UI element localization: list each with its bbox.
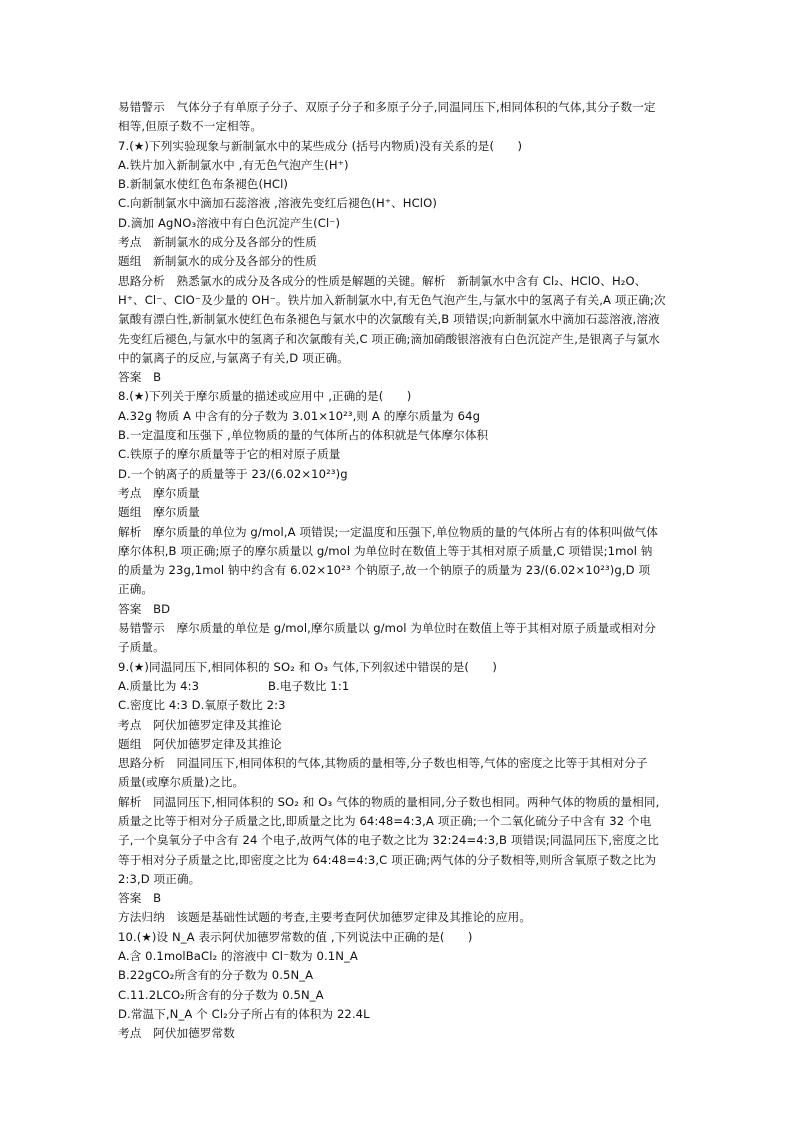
text-line: 方法归纳 该题是基础性试题的考查,主要考查阿伏加德罗定律及其推论的应用。 — [118, 910, 532, 925]
text-line: 等于相对分子质量之比,即密度之比为 64:48=4:3,C 项正确;两气体的分子数相等,则所含氧原子数之比为 — [118, 852, 657, 867]
text-line: 质量之比等于相对分子质量之比,即质量之比为 64:48=4:3,A 项正确;一个二氧化硫分子中含有 32 个电 — [118, 813, 652, 828]
text-line: 题组 新制氯水的成分及各部分的性质 — [118, 254, 317, 269]
answer-line: 答案 B — [118, 370, 162, 385]
text-line: 氯酸有漂白性,新制氯水使红色布条褪色与氯水中的次氯酸有关,B 项错误;向新制氯水中滴加石蕊溶液,溶液 — [118, 312, 660, 327]
text-line: 解析 同温同压下,相同体积的 SO₂ 和 O₃ 气体的物质的量相同,分子数也相同。两种气体的物质的量相同, — [118, 794, 660, 809]
text-line: 相等,但原子数不一定相等。 — [118, 119, 263, 134]
question-8-option-c: C.铁原子的摩尔质量等于它的相对原子质量 — [118, 447, 341, 462]
document-page — [118, 98, 680, 1044]
text-line: 中的氯离子的反应,与氯离子有关,D 项正确。 — [118, 350, 349, 365]
text-line: 先变红后褪色,与氯水中的氢离子和次氯酸有关,C 项正确;滴加硝酸银溶液有白色沉淀产生,是银离子与氯水 — [118, 331, 660, 346]
question-7-option-b: B.新制氯水使红色布条褪色(HCl) — [118, 177, 289, 192]
text-line: 的质量为 23g,1mol 钠中约含有 6.02×10²³ 个钠原子,故一个钠原子的质量为 23/(6.02×10²³)g,D 项 — [118, 563, 651, 578]
text-line: 2:3,D 项正确。 — [118, 871, 201, 886]
text-line: 题组 摩尔质量 — [118, 505, 200, 520]
question-7-option-a: A.铁片加入新制氯水中 ,有无色气泡产生(H⁺) — [118, 157, 349, 172]
answer-line: 答案 BD — [118, 601, 171, 616]
question-10-option-d: D.常温下,N_A 个 Cl₂分子所占有的体积为 22.4L — [118, 1006, 370, 1021]
text-line: 解析 摩尔质量的单位为 g/mol,A 项错误;一定温度和压强下,单位物质的量的气体所占有的体积叫做气体 — [118, 524, 658, 539]
text-line: 思路分析 熟悉氯水的成分及各成分的性质是解题的关键。解析 新制氯水中含有 Cl₂、HClO、H₂O、 — [118, 273, 647, 288]
question-9-option-b: B.电子数比 1:1 — [268, 678, 350, 693]
text-line: 思路分析 同温同压下,相同体积的气体,其物质的量相等,分子数也相等,气体的密度之比等于其相对分子 — [118, 756, 648, 771]
question-7-option-d: D.滴加 AgNO₃溶液中有白色沉淀产生(Cl⁻) — [118, 215, 341, 230]
question-7-stem: 7.(★)下列实验现象与新制氯水中的某些成分 (括号内物质)没有关系的是( ) — [118, 138, 523, 153]
text-line: 正确。 — [118, 582, 154, 597]
text-line: 易错警示 摩尔质量的单位是 g/mol,摩尔质量以 g/mol 为单位时在数值上等于其相对原子质量或相对分 — [118, 621, 656, 636]
question-10-option-c: C.11.2LCO₂所含有的分子数为 0.5N_A — [118, 987, 324, 1002]
question-10-stem: 10.(★)设 N_A 表示阿伏加德罗常数的值 ,下列说法中正确的是( ) — [118, 929, 473, 944]
question-9-stem: 9.(★)同温同压下,相同体积的 SO₂ 和 O₃ 气体,下列叙述中错误的是( ) — [118, 659, 498, 674]
question-8-option-d: D.一个钠离子的质量等于 23/(6.02×10²³)g — [118, 466, 348, 481]
question-9-options-ab — [118, 677, 680, 696]
text-line: 考点 摩尔质量 — [118, 485, 200, 500]
text-line: 摩尔体积,B 项正确;原子的摩尔质量以 g/mol 为单位时在数值上等于其相对原子质量,C 项错误;1mol 钠 — [118, 543, 653, 558]
question-10-option-a: A.含 0.1molBaCl₂ 的溶液中 Cl⁻数为 0.1N_A — [118, 949, 358, 964]
question-9-options-cd: C.密度比 4:3 D.氧原子数比 2:3 — [118, 698, 286, 713]
question-8-stem: 8.(★)下列关于摩尔质量的描述或应用中 ,正确的是( ) — [118, 389, 412, 404]
text-line: 考点 阿伏加德罗常数 — [118, 1026, 235, 1041]
question-9-option-a: A.质量比为 4:3 — [118, 678, 200, 693]
text-line: 题组 阿伏加德罗定律及其推论 — [118, 736, 282, 751]
question-7-option-c: C.向新制氯水中滴加石蕊溶液 ,溶液先变红后褪色(H⁺、HClO) — [118, 196, 437, 211]
text-line: 子质量。 — [118, 640, 165, 655]
question-10-option-b: B.22gCO₂所含有的分子数为 0.5N_A — [118, 968, 314, 983]
text-line: 子,一个臭氧分子中含有 24 个电子,故两气体的电子数之比为 32:24=4:3,B 项错误;同温同压下,密度之比 — [118, 833, 659, 848]
question-8-option-b: B.一定温度和压强下 ,单位物质的量的气体所占的体积就是气体摩尔体积 — [118, 428, 489, 443]
text-line: 考点 阿伏加德罗定律及其推论 — [118, 717, 282, 732]
text-line: 易错警示 气体分子有单原子分子、双原子分子和多原子分子,同温同压下,相同体积的气体,其分子数一定 — [118, 100, 656, 114]
question-8-option-a: A.32g 物质 A 中含有的分子数为 3.01×10²³,则 A 的摩尔质量为 64g — [118, 408, 481, 423]
text-line: 考点 新制氯水的成分及各部分的性质 — [118, 235, 317, 250]
text-line: H⁺、Cl⁻、ClO⁻及少量的 OH⁻。铁片加入新制氯水中,有无色气泡产生,与氯水中的氢离子有关,A 项正确;次 — [118, 292, 666, 307]
text-line: 质量(或摩尔质量)之比。 — [118, 775, 245, 790]
answer-line: 答案 B — [118, 891, 162, 906]
